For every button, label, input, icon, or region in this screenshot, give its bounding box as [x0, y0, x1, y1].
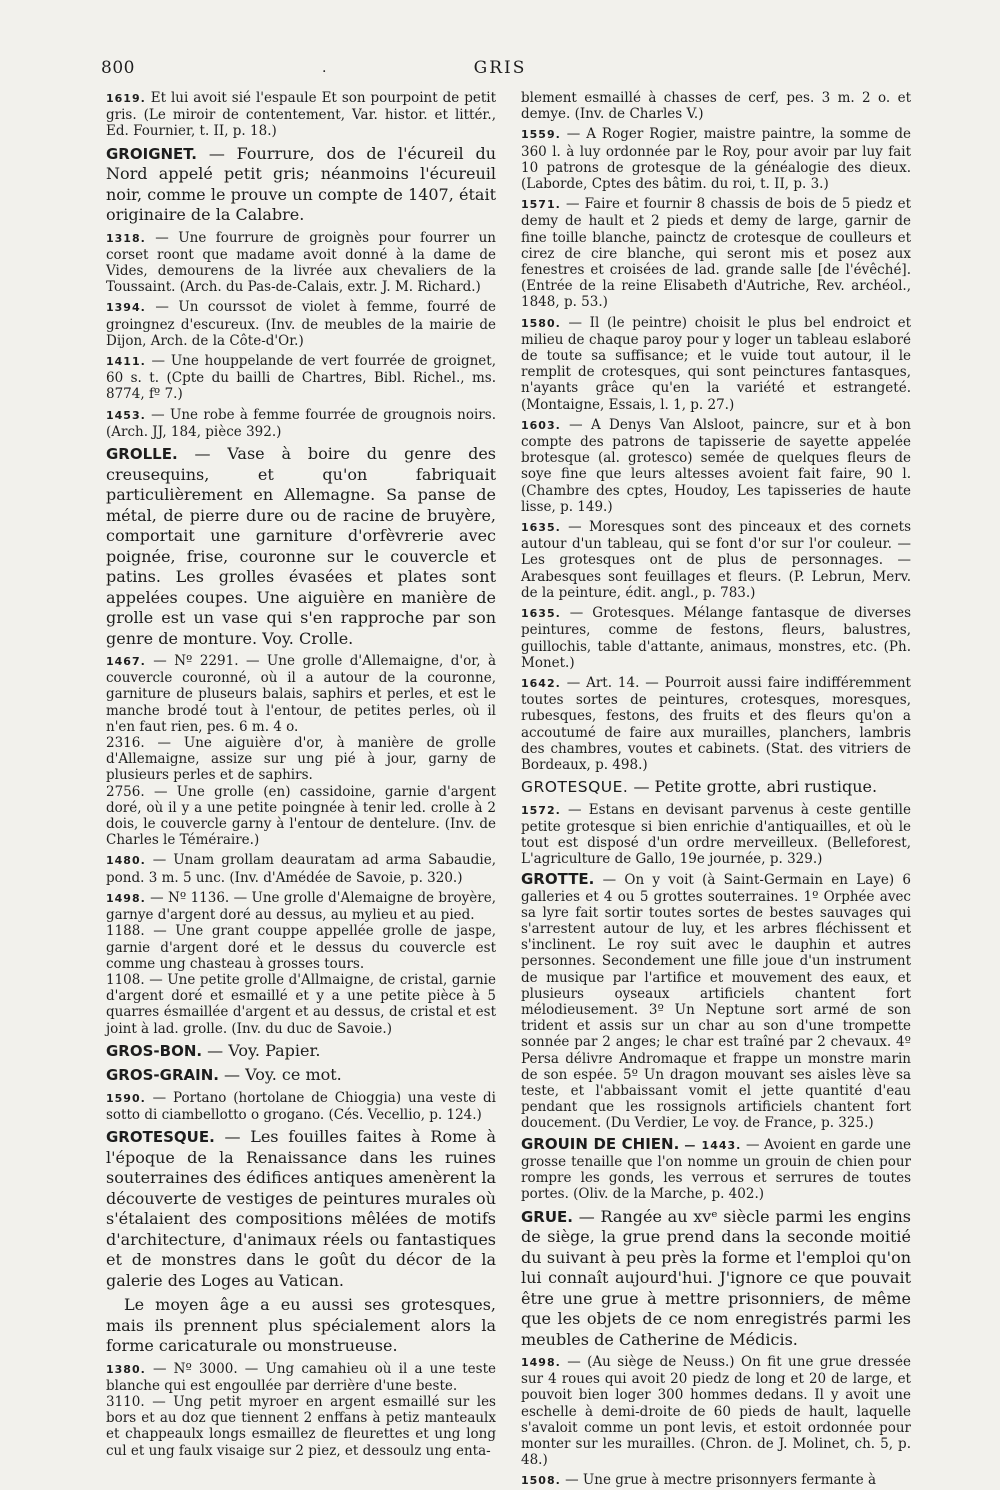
entry: 1318. — Une fourrure de groignès pour fourrer un corset roont que madame avoit donné à la dame de Vides, demourens de la livrée aux chevaliers de la Toussaint. (Arch. du Pas-de-Calais, extr. J. M. Richard.)	[106, 229, 496, 296]
entry-continuation: 1108. — Une petite grolle d'Allmaigne, de cristal, garnie d'argent doré et esmaillé et y a une petite pièce à 5 quarres ésmaillée d'argent et au dessus, de cristal et est joint à lad. grolle. (Inv. du duc de Savoie.)	[106, 971, 496, 1037]
headword-article: GROUIN DE CHIEN. — 1443. — Avoient en garde une grosse tenaille que l'on nomme un grouin de chien pour rompre les gonds, les verrous et serrures de toutes portes. (Oliv. de la Marche, p. 402.)	[521, 1134, 912, 1203]
page-header	[0, 58, 1000, 84]
headword-article: GROS-BON. — Voy. Papier.	[106, 1040, 321, 1060]
entry: 1467. — Nº 2291. — Une grolle d'Allemaigne, d'or, à couvercle couronné, où il a autour de la couronne, garniture de pluseurs balais, saphirs et perles, et est le manche brodé tout à l'entour, de petites perles, où il n'en faut rien, pes. 6 m. 4 o.	[106, 653, 496, 735]
header-dot: .	[322, 60, 327, 76]
entry-continuation: 1188. — Une grant couppe appellée grolle de jaspe, garnie d'argent doré et le dessus du couvercle est comme ung chasteau à grosses tours.	[106, 923, 496, 972]
page-number: 800	[101, 58, 135, 78]
entry: 1380. — Nº 3000. — Ung camahieu où il a une teste blanche qui est engoullée par derrière d'une beste.	[106, 1360, 496, 1394]
entry: 1572. — Estans en devisant parvenus à ceste gentille petite grotesque si bien enrichie d'antiquailles, et où le tout est disposé d'un ordre merveilleux. (Belleforest, L'agriculture de Gallo, 19e journée, p. 329.)	[521, 801, 911, 868]
headword-article: GROTESQUE. — Les fouilles faites à Rome à l'époque de la Renaissance dans les ruines souterraines des édifices antiques amenèrent la découverte de vestiges de peintures murales où s'étalaient des compositions mêlées de motifs d'architecture, d'animaux réels ou fantastiques et de monstres dans le goût du décor de la galerie des Loges au Vatican.	[106, 1127, 496, 1290]
entry: 1603. — A Denys Van Alsloot, paincre, sur et à bon compte des patrons de tapisserie de sayette appelée brotesque (al. grotesco) semée de quelques fleurs de soye fine que leurs altesses avoient fait faire, 90 l. (Chambre des cptes, Houdoy, Les tapisseries de haute lisse, p. 149.)	[521, 416, 911, 515]
entry: 1635. — Moresques sont des pinceaux et des cornets autour d'un tableau, qui se font d'or sur l'or couleur. — Les grotesques ont de plus de personnages. — Arabesques sont feuillages et fleurs. (P. Lebrun, Merv. de la peinture, édit. angl., p. 783.)	[521, 519, 911, 601]
headword-article: GROTTE. — On y voit (à Saint-Germain en Laye) 6 galleries et 4 ou 5 grottes souterraines. 1º Orphée avec sa lyre fait sortir toutes sortes de bestes sauvages qui s'arrestent autour de luy, et les arbres fléchissent et s'inclinent. Le roy suit avec le dauphin et autres personnes. Secondement une fille joue d'un instrument de musique par l'artifice et mouvement des eaux, et plusieurs oyseaux artificiels chantent fort mélodieusement. 3º Un Neptune sort armé de son trident et assis sur un char au son d'une trompette sonnée par 2 anges; le char est traîné par 2 chevaux. 4º Persa délivre Andromaque et frappe un monstre marin de son espée. 5º Un dragon mouvant ses aisles lève sa teste, et l'abbaissant vomit el jette quantité d'eau pendant que les rossignols artificiels chantent fort doucement. (Du Verdier, Le voy. de France, p. 325.)	[521, 870, 911, 1132]
entry: 1590. — Portano (hortolane de Chioggia) una veste di sotto di ciambellotto o grogano. (Cés. Vecellio, p. 124.)	[106, 1089, 496, 1123]
left-column	[106, 90, 496, 1459]
entry: 1559. — A Roger Rogier, maistre paintre, la somme de 360 l. à luy ordonnée par le Roy, pour avoir par luy fait 10 patrons de grotesque de la généalogie des dieux. (Laborde, Cptes des bâtim. du roi, t. II, p. 3.)	[521, 126, 911, 193]
headword-article: GROIGNET. — Fourrure, dos de l'écureil du Nord appelé petit gris; néanmoins l'écureuil noir, comme le prouve un compte de 1407, était originaire de la Calabre.	[106, 143, 496, 225]
entry-continuation: 2316. — Une aiguière d'or, à manière de grolle d'Allemaigne, assize sur ung pié à jour, garny de plusieurs perles et de saphirs.	[106, 735, 496, 784]
entry: 1480. — Unam grollam deauratam ad arma Sabaudie, pond. 3 m. 5 unc. (Inv. d'Amédée de Savoie, p. 320.)	[106, 852, 496, 886]
article-paragraph: Le moyen âge a eu aussi ses grotesques, mais ils prennent plus spécialement alors la forme caricaturale ou monstrueuse.	[106, 1295, 496, 1356]
entry: 1453. — Une robe à femme fourrée de grougnois noirs. (Arch. JJ, 184, pièce 392.)	[106, 406, 496, 440]
entry: 1498. — Nº 1136. — Une grolle d'Alemaigne de broyère, garnye d'argent doré au dessus, au mylieu et au pied.	[106, 889, 496, 924]
entry: 1571. — Faire et fournir 8 chassis de bois de 5 piedz et demy de hault et 2 pieds et demy de large, garnir de fine toille blanche, painctz de crotesque de coulleurs et cirez de cire blanche, qui seront mis et posez aux fenestres et croisées de lad. grande salle [de l'évêché]. (Entrée de la reine Elisabeth d'Autriche, Rev. archéol., 1848, p. 53.)	[521, 196, 911, 311]
right-column	[521, 90, 912, 1489]
entry: 1642. — Art. 14. — Pourroit aussi faire indifféremment toutes sortes de peintures, crotesques, moresques, rubesques, festons, des fruits et des fleurs qu'on a accoutumé de faire aux murailles, planchers, lambris des chambres, voutes et cabinets. (Stat. des vitriers de Bordeaux, p. 498.)	[521, 674, 911, 773]
entry-continuation: 3110. — Ung petit myroer en argent esmaillé sur les bors et au doz que tiennent 2 enffans à petiz manteaulx et chappeaulx longs esmaillez de fleurettes et ung long cul et ung faulx visaige sur 2 piez, et dessoulz ung enta-	[106, 1394, 496, 1459]
headword-article: GROLLE. — Vase à boire du genre des creusequins, et qu'on fabriquait particulièrement en Allemagne. Sa panse de métal, de pierre dure ou de racine de bruyère, comportait une garniture d'orfèvrerie avec poignée, frise, couronne sur le couvercle et patins. Les grolles évasées et plates sont appelées coupes. Une aiguière en manière de grolle est un vase qui s'en rapproche par son genre de monture. Voy. Crolle.	[106, 444, 496, 648]
entry: 1580. — Il (le peintre) choisit le plus bel endroict et milieu de chaque paroy pour y loger un tableau eslaboré de toute sa suffisance; et le vuide tout autour, il le remplit de crotesques, qui sont peinctures fantasques, n'ayants grâce qu'en la variété et estrangeté. (Montaigne, Essais, l. 1, p. 27.)	[521, 314, 911, 413]
headword-article: GROTESQUE. — Petite grotte, abri rustique.	[521, 777, 878, 797]
headword-article: GROS-GRAIN. — Voy. ce mot.	[106, 1065, 342, 1085]
entry: 1498. — (Au siège de Neuss.) On fit une grue dressée sur 4 roues qui avoit 20 piedz de long et 20 de large, et pouvoit bien loger 300 hommes dedans. Il y avoit une eschelle à demi-droite de 60 pieds de hault, laquelle s'avaloit comme un pont levis, et estoit ordonnée pour monter sur les murailles. (Chron. de J. Molinet, ch. 5, p. 48.)	[521, 1354, 911, 1469]
entry-continuation: blement esmaillé à chasses de cerf, pes. 3 m. 2 o. et demye. (Inv. de Charles V.)	[521, 90, 911, 123]
entry: 1508. — Une grue à mectre prisonnyers fermante à	[521, 1472, 877, 1489]
entry-continuation: 2756. — Une grolle (en) cassidoine, garnie d'argent doré, où il y a une petite poingnée à tenir led. crolle à 2 dois, le couvercle garny à l'entour de dentelure. (Inv. de Charles le Téméraire.)	[106, 783, 496, 849]
entry: 1411. — Une houppelande de vert fourrée de groignet, 60 s. t. (Cpte du bailli de Chartres, Bibl. Richel., ms. 8774, fº 7.)	[106, 353, 496, 403]
headword-article: GRUE. — Rangée au xvᵉ siècle parmi les engins de siège, la grue prend dans la seconde moitié du suivant à peu près la forme et l'emploi qu'on lui connaît aujourd'hui. J'ignore ce que pouvait être une grue à mettre prisonniers, de même que les objets de ce nom enregistrés parmi les meubles de Catherine de Médicis.	[521, 1206, 911, 1349]
running-head: GRIS	[473, 58, 527, 78]
entry: 1635. — Grotesques. Mélange fantasque de diverses peintures, comme de festons, fleurs, balustres, guillochis, table d'attante, animaus, monstres, etc. (Ph. Monet.)	[521, 605, 911, 671]
entry: 1619. Et lui avoit sié l'espaule Et son pourpoint de petit gris. (Le miroir de contentement, Var. histor. et littér., Ed. Fournier, t. II, p. 18.)	[106, 90, 496, 140]
entry: 1394. — Un courssot de violet à femme, fourré de groingnez d'escureux. (Inv. de meubles de la mairie de Dijon, Arch. de la Côte-d'Or.)	[106, 299, 496, 349]
